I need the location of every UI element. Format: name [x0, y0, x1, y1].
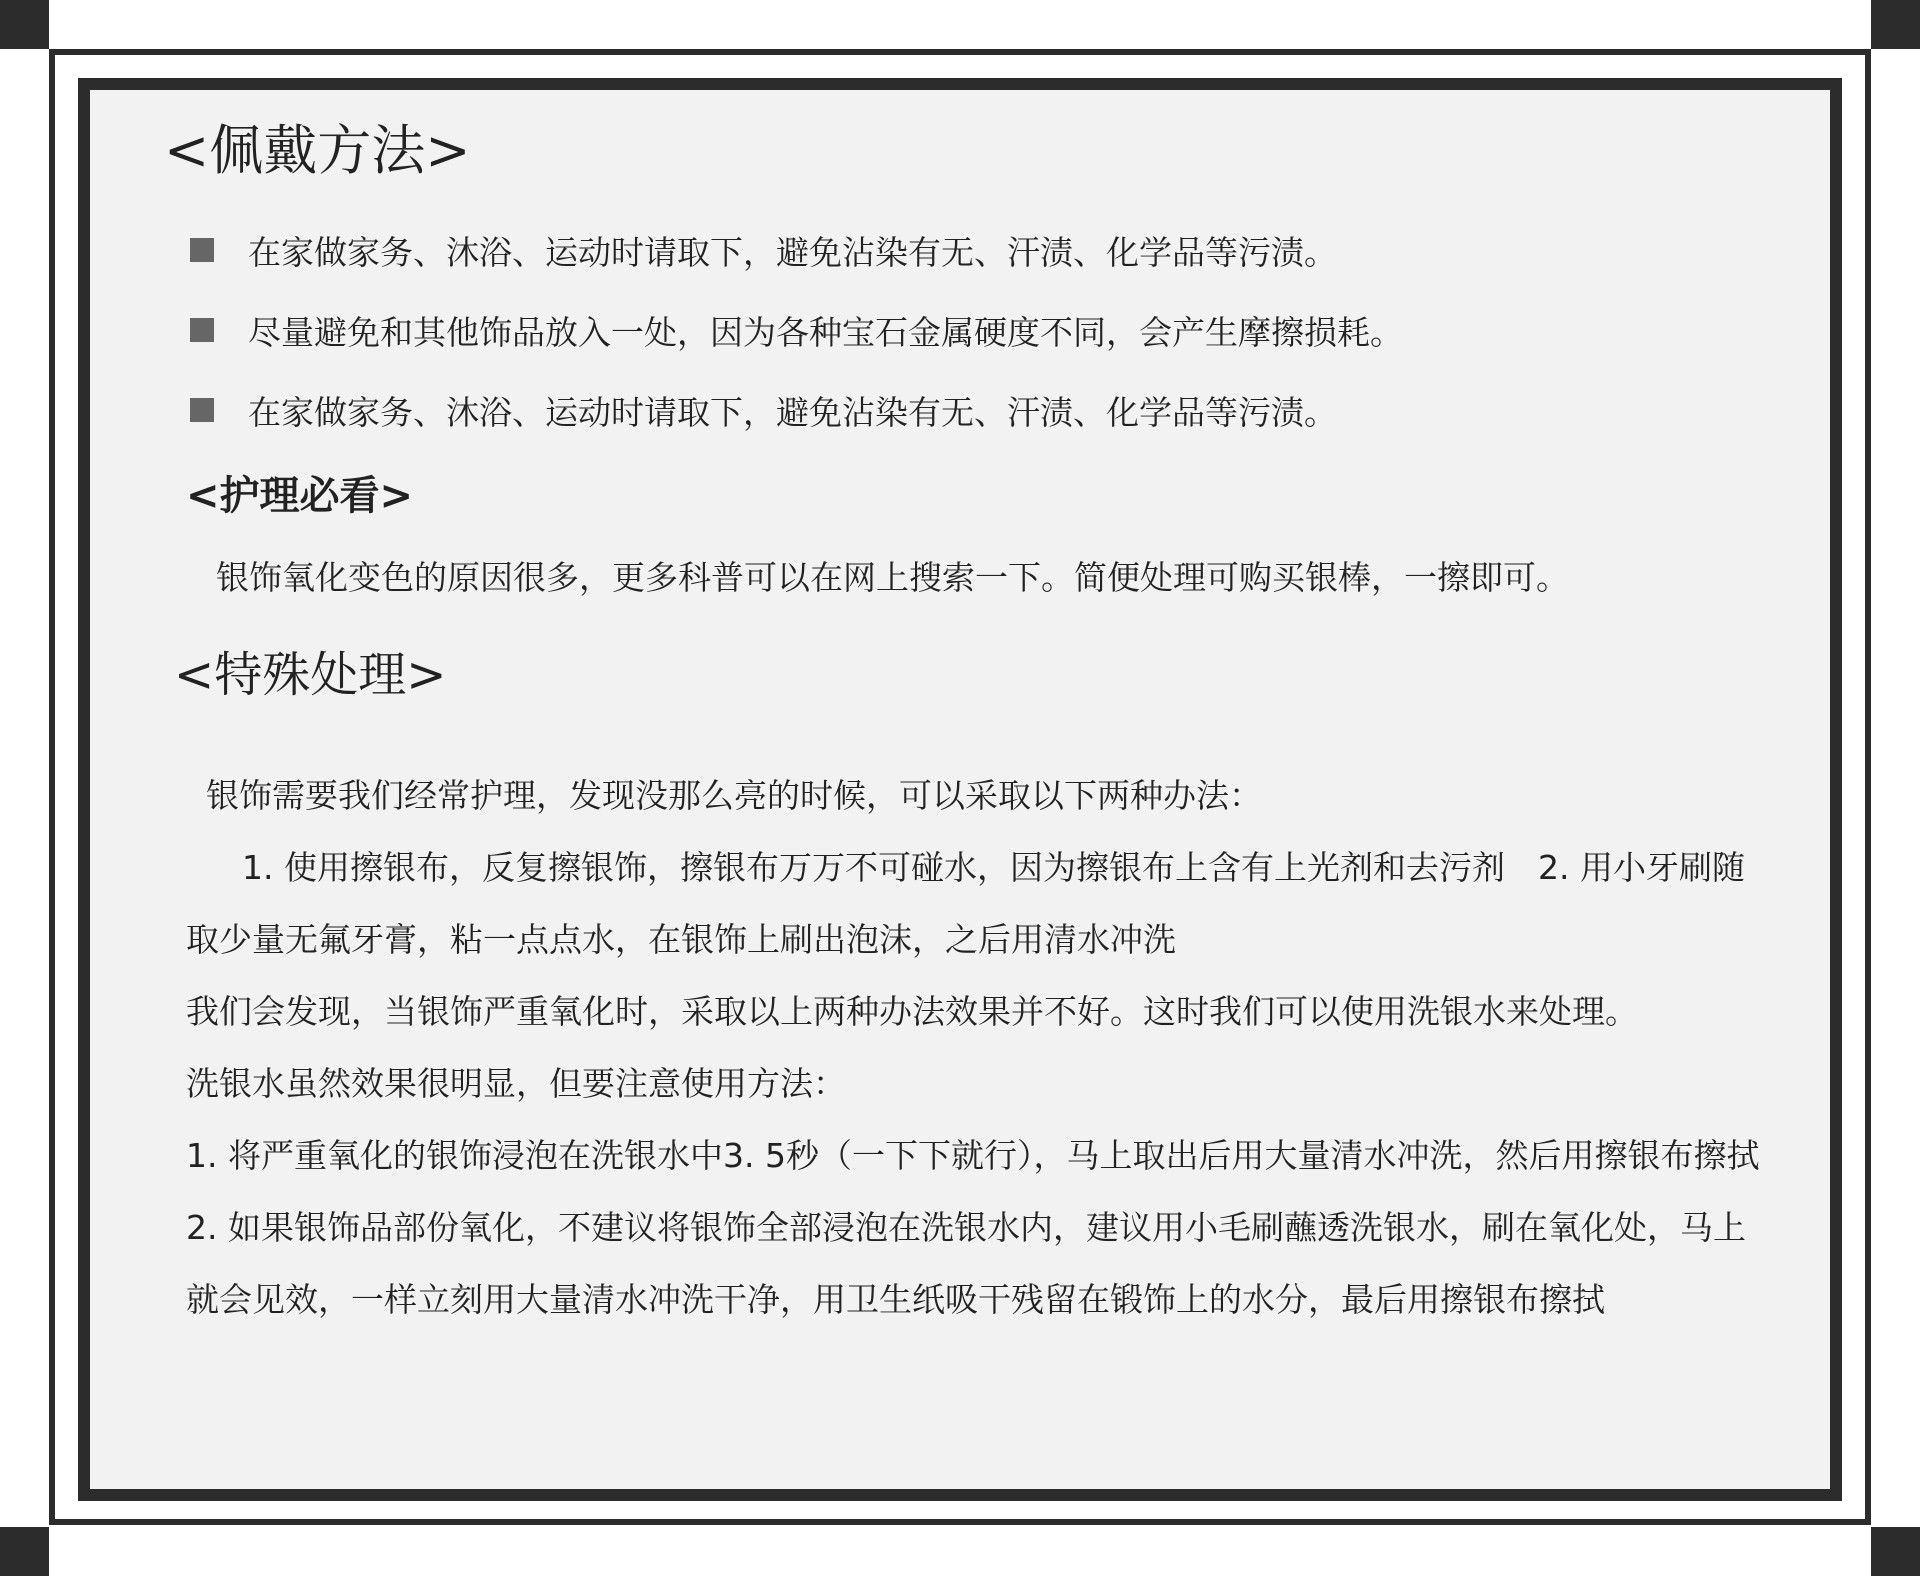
- bullet-text: 在家做家务、沐浴、运动时请取下，避免沾染有无、汗渍、化学品等污渍。: [248, 392, 1337, 432]
- square-icon: [190, 238, 214, 262]
- special-treatment-heading: <特殊处理>: [174, 647, 447, 703]
- list-item: [190, 370, 1403, 450]
- special-paragraph: 银饰需要我们经常护理，发现没那么亮的时候，可以采取以下两种办法：: [206, 776, 1262, 815]
- special-paragraph: 1. 将严重氧化的银饰浸泡在洗银水中3. 5秒（一下下就行），马上取出后用大量清水冲洗，然后用擦银布擦拭: [186, 1136, 1760, 1175]
- bullet-text: 尽量避免和其他饰品放入一处，因为各种宝石金属硬度不同，会产生摩擦损耗。: [248, 312, 1403, 352]
- wear-method-list: [190, 210, 1403, 450]
- care-heading: <护理必看>: [186, 473, 414, 519]
- list-item: [190, 210, 1403, 290]
- corner-block-bottom-left: [0, 1527, 49, 1576]
- special-paragraph: 1. 使用擦银布，反复擦银饰，擦银布万万不可碰水，因为擦银布上含有上光剂和去污剂 2. 用小牙刷随取少量无氟牙膏，粘一点点水，在银饰上刷出泡沫，之后用清水冲洗: [186, 848, 1745, 959]
- corner-block-top-right: [1871, 0, 1920, 49]
- square-icon: [190, 398, 214, 422]
- list-item: [190, 290, 1403, 370]
- wear-method-heading: <佩戴方法>: [164, 119, 471, 182]
- special-treatment-text: [186, 760, 1766, 1336]
- instructions-panel: [78, 78, 1842, 1501]
- care-text: 银饰氧化变色的原因很多，更多科普可以在网上搜索一下。简便处理可购买银棒，一擦即可。: [216, 558, 1569, 597]
- panel-content: [90, 90, 1830, 1489]
- corner-block-top-left: [0, 0, 49, 49]
- corner-block-bottom-right: [1871, 1527, 1920, 1576]
- bullet-text: 在家做家务、沐浴、运动时请取下，避免沾染有无、汗渍、化学品等污渍。: [248, 232, 1337, 272]
- special-paragraph: 2. 如果银饰品部份氧化，不建议将银饰全部浸泡在洗银水内，建议用小毛刷蘸透洗银水，刷在氧化处，马上就会见效，一样立刻用大量清水冲洗干净，用卫生纸吸干残留在锻饰上的水分，最后用擦银布擦拭: [186, 1208, 1746, 1319]
- special-paragraph: 洗银水虽然效果很明显，但要注意使用方法：: [186, 1064, 846, 1103]
- square-icon: [190, 318, 214, 342]
- special-paragraph: 我们会发现，当银饰严重氧化时，采取以上两种办法效果并不好。这时我们可以使用洗银水来处理。: [186, 992, 1638, 1031]
